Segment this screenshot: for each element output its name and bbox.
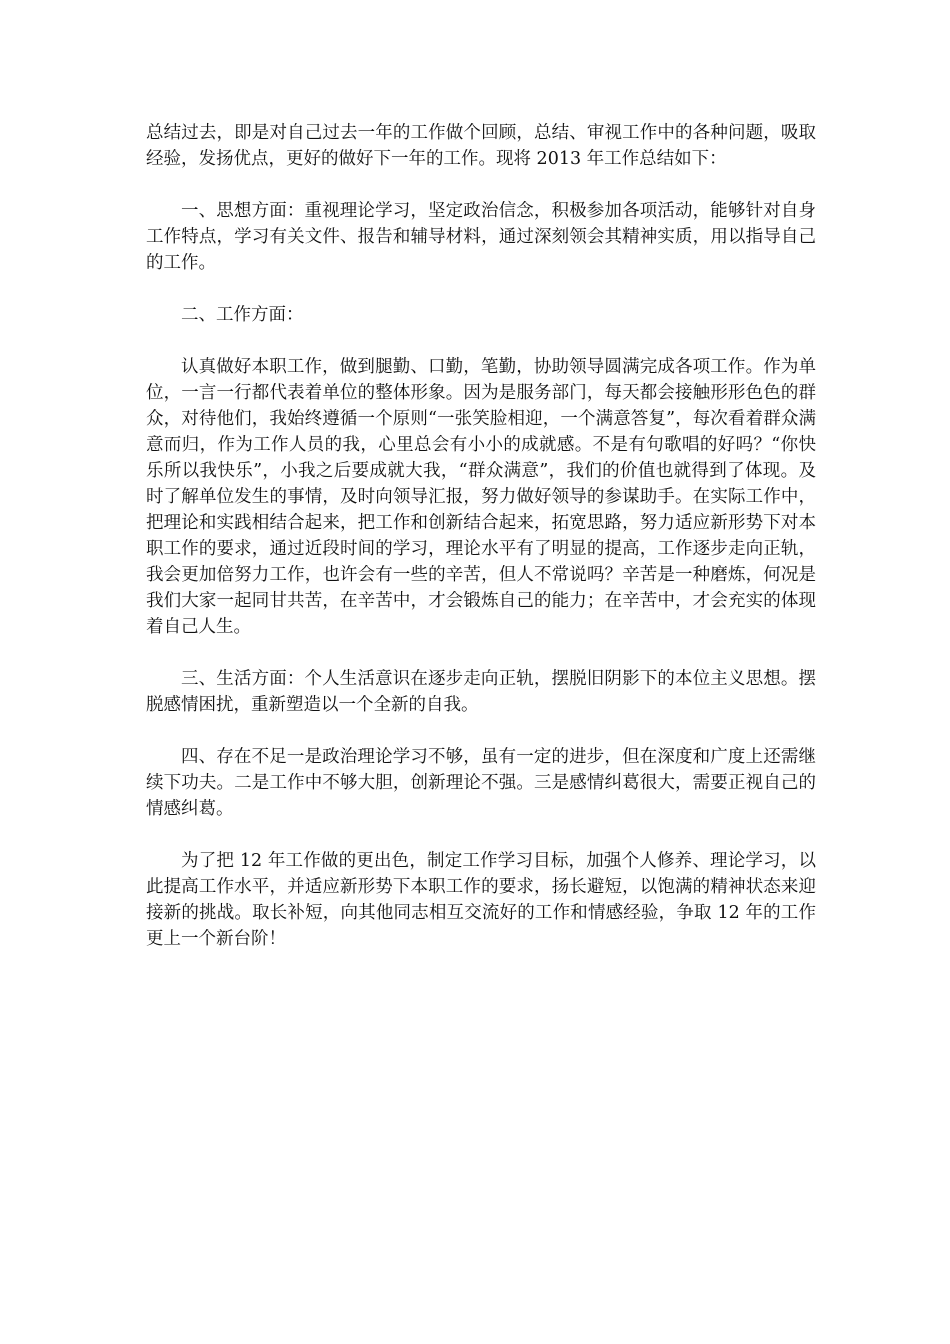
- goals-paragraph: 为了把 12 年工作做的更出色，制定工作学习目标，加强个人修养、理论学习，以此提高工作水平，并适应新形势下本职工作的要求，扬长避短，以饱满的精神状态来迎接新的挑战。取长补短，向其他同志相互交流好的工作和情感经验，争取 12 年的工作更上一个新台阶！: [146, 851, 816, 949]
- document-body: [146, 120, 816, 978]
- life-paragraph: 三、生活方面：个人生活意识在逐步走向正轨，摆脱旧阴影下的本位主义思想。摆脱感情困扰，重新塑造以一个全新的自我。: [146, 669, 816, 715]
- shortcomings-paragraph: 四、存在不足一是政治理论学习不够，虽有一定的进步，但在深度和广度上还需继续下功夫。二是工作中不够大胆，创新理论不强。三是感情纠葛很大，需要正视自己的情感纠葛。: [146, 747, 816, 819]
- work-paragraph: 认真做好本职工作，做到腿勤、口勤，笔勤，协助领导圆满完成各项工作。作为单位，一言一行都代表着单位的整体形象。因为是服务部门，每天都会接触形形色色的群众，对待他们，我始终遵循一个原则“一张笑脸相迎，一个满意答复”，每次看着群众满意而归，作为工作人员的我，心里总会有小小的成就感。不是有句歌唱的好吗？“你快乐所以我快乐”，小我之后要成就大我，“群众满意”，我们的价值也就得到了体现。及时了解单位发生的事情，及时向领导汇报，努力做好领导的参谋助手。在实际工作中，把理论和实践相结合起来，把工作和创新结合起来，拓宽思路，努力适应新形势下对本职工作的要求，通过近段时间的学习，理论水平有了明显的提高，工作逐步走向正轨，我会更加倍努力工作，也许会有一些的辛苦，但人不常说吗？辛苦是一种磨炼，何况是我们大家一起同甘共苦，在辛苦中，才会锻炼自己的能力；在辛苦中，才会充实的体现着自己人生。: [146, 357, 816, 637]
- work-heading: 二、工作方面：: [181, 305, 304, 325]
- thought-paragraph: 一、思想方面：重视理论学习，坚定政治信念，积极参加各项活动，能够针对自身工作特点，学习有关文件、报告和辅导材料，通过深刻领会其精神实质，用以指导自己的工作。: [146, 201, 816, 273]
- intro-paragraph: 总结过去，即是对自己过去一年的工作做个回顾，总结、审视工作中的各种问题，吸取经验，发扬优点，更好的做好下一年的工作。现将 2013 年工作总结如下：: [146, 123, 816, 169]
